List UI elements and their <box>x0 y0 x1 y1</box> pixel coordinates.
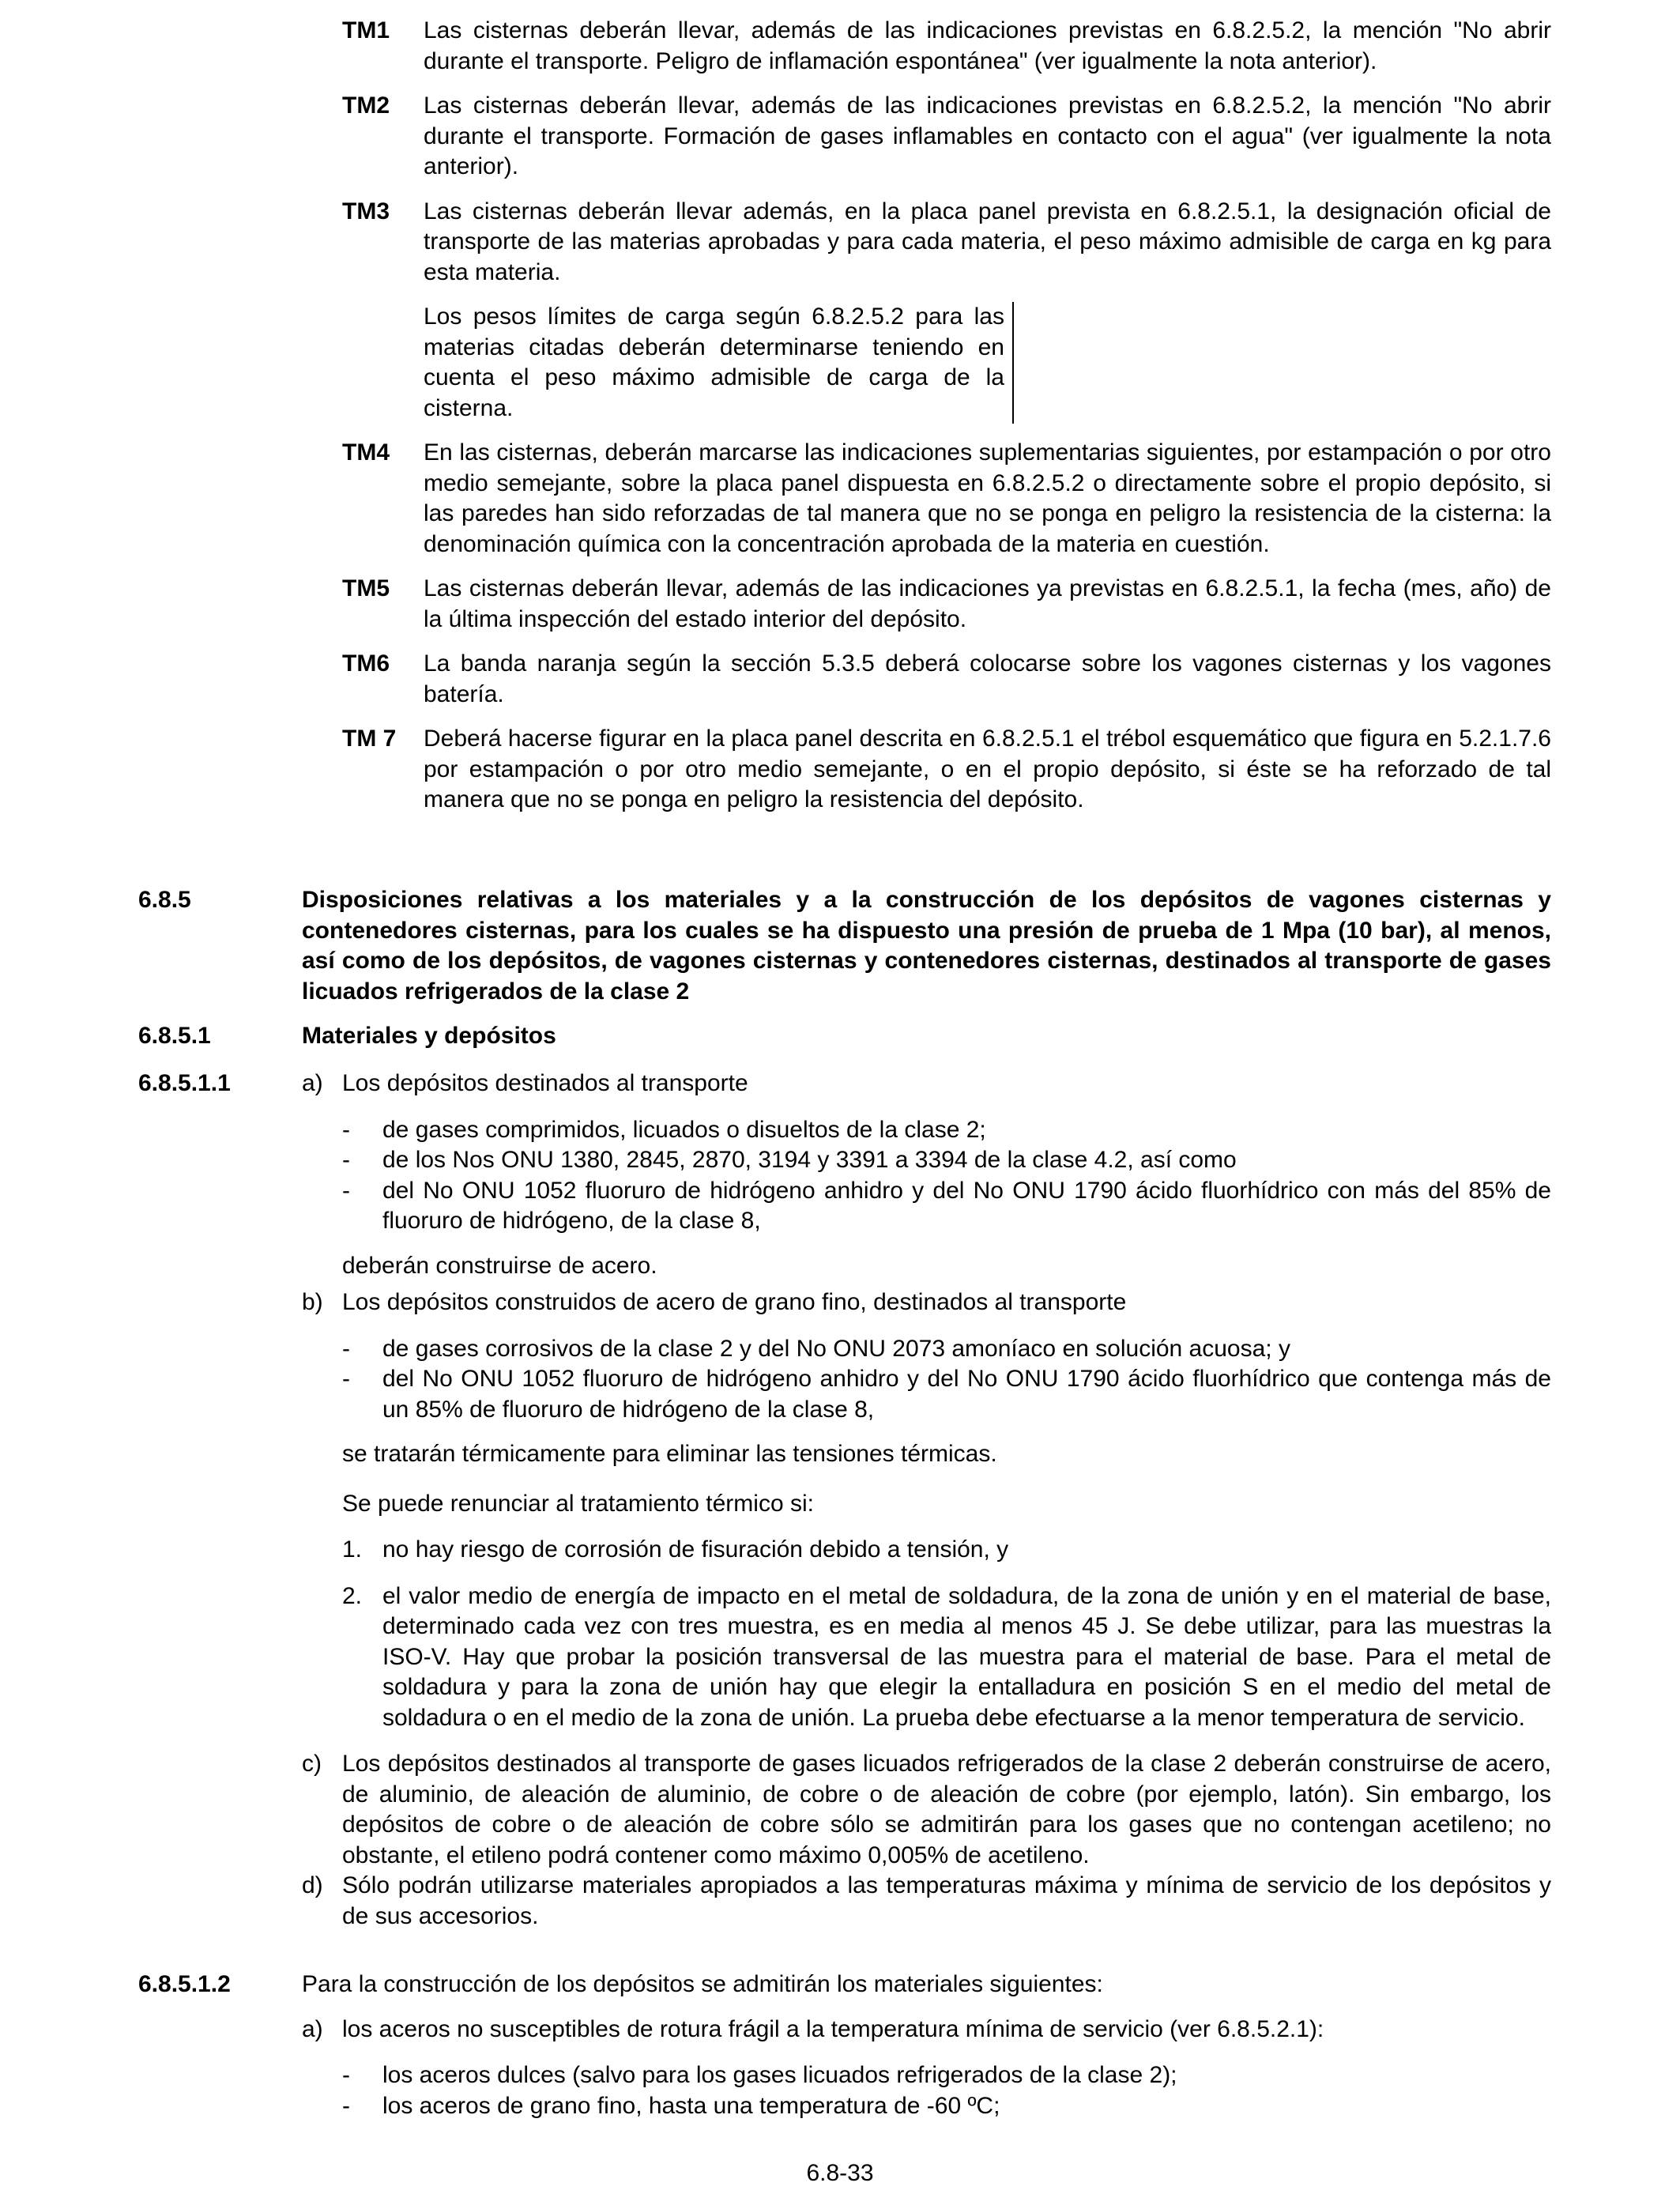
item-closing: deberán construirse de acero. <box>342 1252 657 1279</box>
list-text: los aceros dulces (salvo para los gases licuados refrigerados de la clase 2); <box>382 2062 1177 2088</box>
item-letter: d) <box>302 1872 323 1898</box>
tm-label: TM4 <box>342 439 390 466</box>
tm-text: Las cisternas deberán llevar además, en la placa panel prevista en 6.8.2.5.1, la designación oficial de transporte de las materias aprobadas y para cada materia, el peso máximo admisible de carga en kg para esta materia. <box>424 198 1551 285</box>
section-6-8-5 <box>138 885 1551 1007</box>
list-text: los aceros de grano fino, hasta una temperatura de -60 ºC; <box>382 2092 1000 2119</box>
list-text: de gases comprimidos, licuados o disueltos de la clase 2; <box>382 1116 986 1143</box>
item-closing: se tratarán térmicamente para eliminar las tensiones térmicas. <box>342 1441 997 1467</box>
item-letter: c) <box>302 1751 322 1777</box>
list-text: de los Nos ONU 1380, 2845, 2870, 3194 y 3391 a 3394 de la clase 4.2, así como <box>382 1147 1237 1173</box>
tm-label: TM2 <box>342 92 390 119</box>
list-text: del No ONU 1052 fluoruro de hidrógeno anhidro y del No ONU 1790 ácido fluorhídrico con más del 85% de fluoruro de hidrógeno, de la clase 8, <box>382 1177 1551 1234</box>
number-mark: 2. <box>342 1582 363 1609</box>
tm2-item <box>342 91 1551 183</box>
item-a <box>302 2015 1551 2045</box>
item-letter: a) <box>302 1070 323 1096</box>
tm5-item <box>342 574 1551 635</box>
section-number: 6.8.5.1 <box>138 1023 211 1049</box>
number-mark: 1. <box>342 1536 363 1563</box>
list-item <box>342 2091 1551 2122</box>
dash-mark: - <box>342 1177 350 1204</box>
tm-label: TM1 <box>342 17 390 43</box>
dash-mark: - <box>342 1335 350 1362</box>
tm7-item <box>342 724 1551 816</box>
numbered-text: no hay riesgo de corrosión de fisuración debido a tensión, y <box>382 1536 1009 1563</box>
section-number: 6.8.5.1.1 <box>138 1070 231 1096</box>
tm6-item <box>342 649 1551 710</box>
numbered-item <box>342 1535 1551 1566</box>
dash-mark: - <box>342 1147 350 1173</box>
list-item <box>342 1145 1551 1176</box>
tm3-note: Los pesos límites de carga según 6.8.2.5.2 para las materias citadas deberán determinarse teniendo en cuenta el peso máximo admisible de carga de la cisterna. <box>424 302 1014 424</box>
item-d <box>302 1871 1551 1932</box>
tm-label: TM 7 <box>342 726 397 752</box>
dash-list <box>342 2060 1551 2121</box>
tm-text: Las cisternas deberán llevar, además de las indicaciones ya previstas en 6.8.2.5.1, la fecha (mes, año) de la última inspección del estado interior del depósito. <box>424 575 1551 632</box>
item-c <box>302 1749 1551 1871</box>
tm-text: La banda naranja según la sección 5.3.5 deberá colocarse sobre los vagones cisternas y los vagones batería. <box>424 650 1551 707</box>
list-item <box>342 1334 1551 1365</box>
section-number: 6.8.5 <box>138 887 191 913</box>
dash-list <box>342 1115 1551 1237</box>
section-6-8-5-1 <box>138 1021 1551 1052</box>
section-intro: Para la construcción de los depósitos se admitirán los materiales siguientes: <box>302 1971 1103 1997</box>
numbered-list <box>342 1535 1551 1733</box>
tm-text: En las cisternas, deberán marcarse las indicaciones suplementarias siguientes, por estampación o por otro medio semejante, sobre la placa panel dispuesta en 6.8.2.5.2 o directamente sobre el propio depósito, si las paredes han sido reforzadas de tal manera que no se ponga en peligro la resistencia de la cisterna: la denominación química con la concentración aprobada de la materia en cuestión. <box>424 439 1551 557</box>
item-text: Los depósitos construidos de acero de grano fino, destinados al transporte <box>342 1289 1127 1315</box>
numbered-item <box>342 1581 1551 1734</box>
section-title: Disposiciones relativas a los materiales y a la construcción de los depósitos de vagones cisternas y contenedores cisternas, para los cuales se ha dispuesto una presión de prueba de 1 Mpa (10 bar), al menos, así como de los depósitos, de vagones cisternas y contenedores cisternas, destinados al transporte de gases licuados refrigerados de la clase 2 <box>302 887 1551 1005</box>
section-number: 6.8.5.1.2 <box>138 1971 231 1997</box>
item-letter: a) <box>302 2015 323 2042</box>
section-title: Materiales y depósitos <box>302 1023 556 1049</box>
item-text: Los depósitos destinados al transporte de gases licuados refrigerados de la clase 2 deberán construirse de acero, de aluminio, de aleación de aluminio, de cobre o de aleación de cobre (por ejemplo, latón). Sin embargo, los depósitos de cobre o de aleación de cobre sólo se admitirán para los gases que no contengan acetileno; no obstante, el etileno podrá contener como máximo 0,005% de acetileno. <box>342 1751 1551 1868</box>
numbered-text: el valor medio de energía de impacto en el metal de soldadura, de la zona de unión y en el material de base, determinado cada vez con tres muestra, es en media al menos 45 J. Se debe utilizar, para las muestras la ISO-V. Hay que probar la posición transversal de las muestra para el material de base. Para el metal de soldadura y para la zona de unión hay que elegir la entalladura en posición S en el medio del metal de soldadura o en el medio de la zona de unión. La prueba debe efectuarse a la menor temperatura de servicio. <box>382 1582 1551 1731</box>
item-text: los aceros no susceptibles de rotura frágil a la temperatura mínima de servicio (ver 6.8.5.2.1): <box>342 2015 1324 2042</box>
tm-label: TM6 <box>342 650 390 677</box>
list-item <box>342 2060 1551 2091</box>
dash-mark: - <box>342 2092 350 2119</box>
item-text: Los depósitos destinados al transporte <box>342 1070 748 1096</box>
item-a <box>302 1069 1551 1099</box>
section-6-8-5-1-2 <box>138 1970 1551 2121</box>
dash-mark: - <box>342 1116 350 1143</box>
tm-text: Las cisternas deberán llevar, además de las indicaciones previstas en 6.8.2.5.2, la mención "No abrir durante el transporte. Peligro de inflamación espontánea" (ver igualmente la nota anterior). <box>424 17 1551 74</box>
tm3-item <box>342 197 1551 288</box>
dash-mark: - <box>342 1366 350 1392</box>
list-item <box>342 1176 1551 1237</box>
list-text: de gases corrosivos de la clase 2 y del No ONU 2073 amoníaco en solución acuosa; y <box>382 1335 1290 1362</box>
item-text: Sólo podrán utilizarse materiales apropiados a las temperaturas máxima y mínima de servicio de los depósitos y de sus accesorios. <box>342 1872 1551 1929</box>
list-item <box>342 1115 1551 1146</box>
renounce-text: Se puede renunciar al tratamiento térmico si: <box>342 1490 814 1517</box>
item-letter: b) <box>302 1289 323 1315</box>
list-text: del No ONU 1052 fluoruro de hidrógeno anhidro y del No ONU 1790 ácido fluorhídrico que contenga más de un 85% de fluoruro de hidrógeno de la clase 8, <box>382 1366 1551 1423</box>
tm-label: TM5 <box>342 575 390 601</box>
section-6-8-5-1-1 <box>138 1069 1551 1932</box>
tm-text: Las cisternas deberán llevar, además de las indicaciones previstas en 6.8.2.5.2, la mención "No abrir durante el transporte. Formación de gases inflamables en contacto con el agua" (ver igualmente la nota anterior). <box>424 92 1551 179</box>
tm-label: TM3 <box>342 198 390 224</box>
dash-list <box>342 1334 1551 1426</box>
dash-mark: - <box>342 2062 350 2088</box>
tm-list <box>342 16 1551 830</box>
page-number: 6.8-33 <box>806 2160 874 2186</box>
item-b <box>302 1287 1551 1318</box>
tm4-item <box>342 438 1551 560</box>
tm-text: Deberá hacerse figurar en la placa panel descrita en 6.8.2.5.1 el trébol esquemático que figura en 5.2.1.7.6 por estampación o por otro medio semejante, o en el propio depósito, si éste se ha reforzado de tal manera que no se ponga en peligro la resistencia del depósito. <box>424 726 1551 812</box>
list-item <box>342 1364 1551 1425</box>
tm1-item <box>342 16 1551 77</box>
